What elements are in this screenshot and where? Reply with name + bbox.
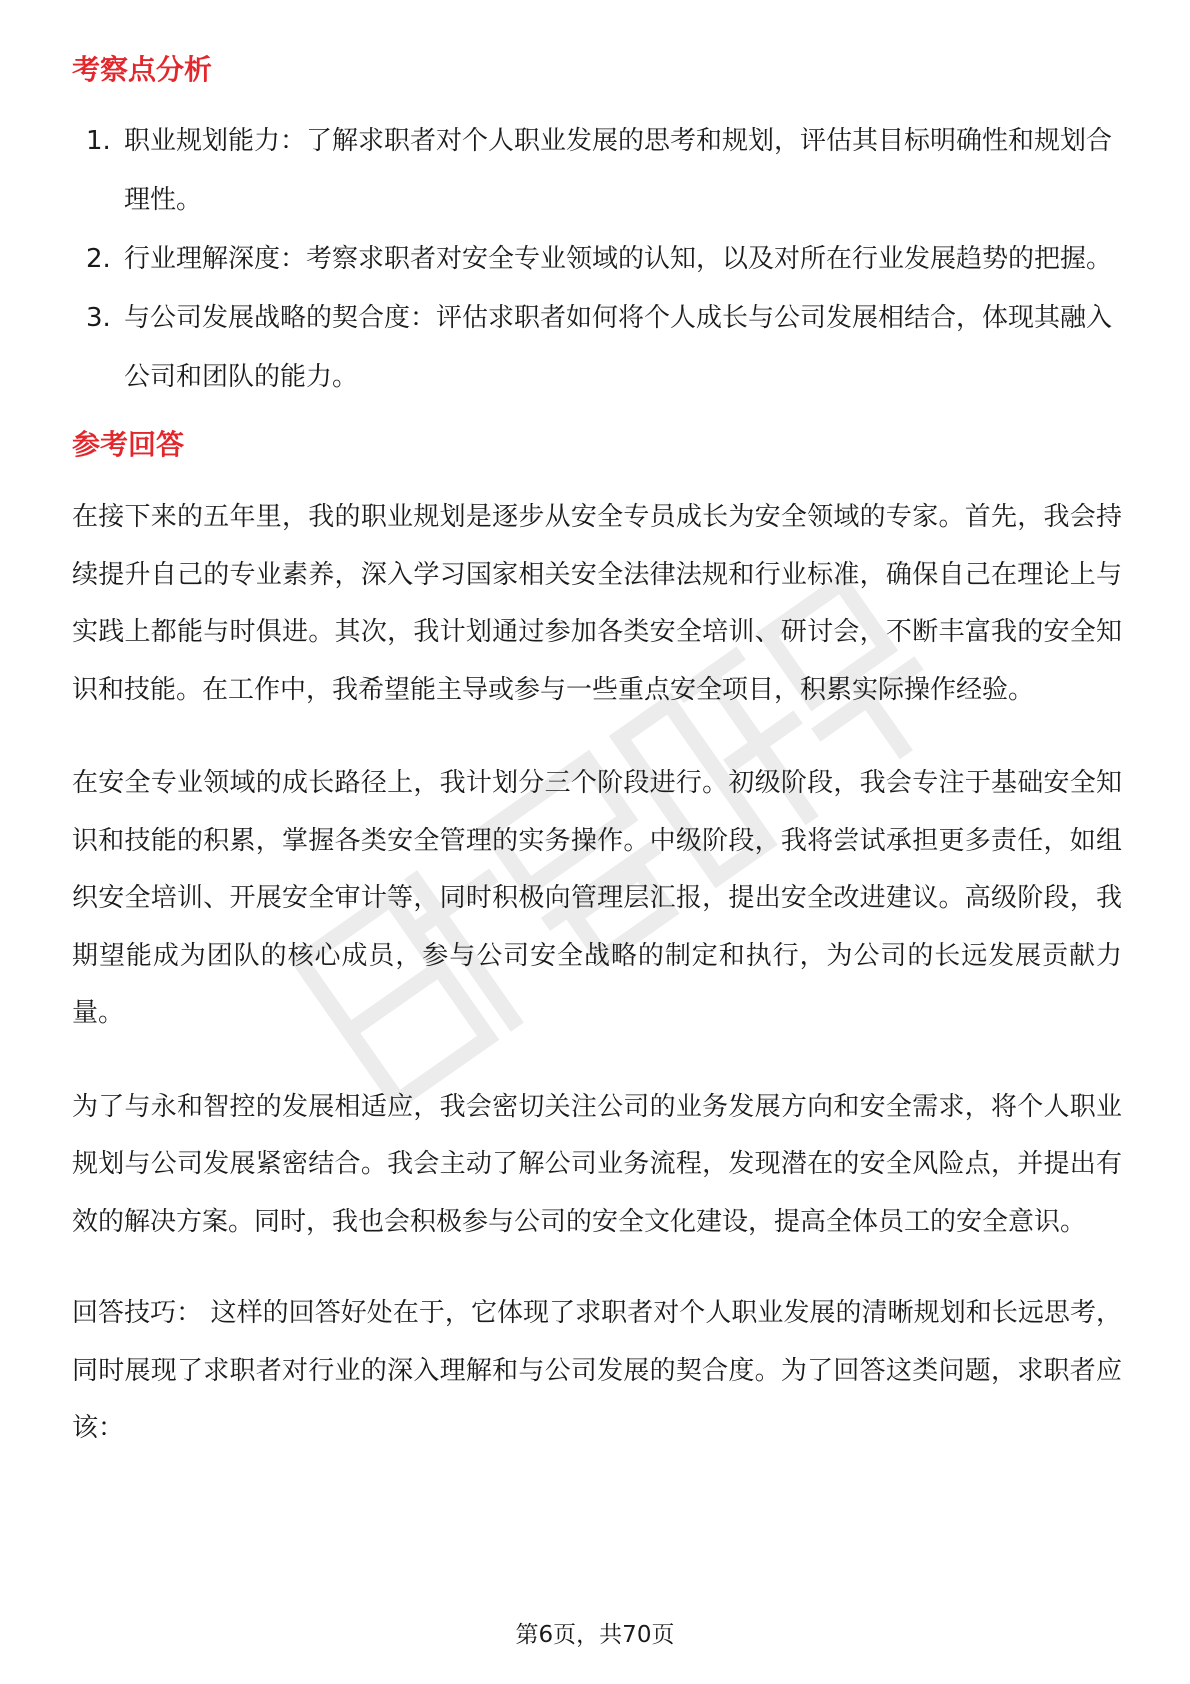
list-item (72, 112, 1122, 230)
answer-tips-paragraph: 回答技巧： 这样的回答好处在于，它体现了求职者对个人职业发展的清晰规划和长远思考，同时展现了求职者对行业的深入理解和与公司发展的契合度。为了回答这类问题，求职者应该： (72, 1298, 1122, 1443)
list-item-number: 3. (86, 303, 111, 333)
answer-paragraph: 在接下来的五年里，我的职业规划是逐步从安全专员成长为安全领域的专家。首先，我会持续提升自己的专业素养，深入学习国家相关安全法律法规和行业标准，确保自己在理论上与实践上都能与时俱进。其次，我计划通过参加各类安全培训、研讨会，不断丰富我的安全知识和技能。在工作中，我希望能主导或参与一些重点安全项目，积累实际操作经验。 (72, 502, 1122, 705)
page-number: 第6页，共70页 (515, 1622, 675, 1648)
list-item-number: 1. (86, 126, 111, 156)
list-item-number: 2. (86, 244, 111, 274)
analysis-heading: 考察点分析 (72, 53, 213, 86)
answer-heading: 参考回答 (72, 428, 185, 461)
answer-paragraph: 在安全专业领域的成长路径上，我计划分三个阶段进行。初级阶段，我会专注于基础安全知识和技能的积累，掌握各类安全管理的实务操作。中级阶段，我将尝试承担更多责任，如组织安全培训、开展安全审计等，同时积极向管理层汇报，提出安全改进建议。高级阶段，我期望能成为团队的核心成员，参与公司安全战略的制定和执行，为公司的长远发展贡献力量。 (72, 768, 1122, 1028)
list-item-text: 与公司发展战略的契合度：评估求职者如何将个人成长与公司发展相结合，体现其融入公司和团队的能力。 (124, 303, 1113, 392)
answer-paragraph: 为了与永和智控的发展相适应，我会密切关注公司的业务发展方向和安全需求，将个人职业规划与公司发展紧密结合。我会主动了解公司业务流程，发现潜在的安全风险点，并提出有效的解决方案。同时，我也会积极参与公司的安全文化建设，提高全体员工的安全意识。 (72, 1091, 1122, 1237)
list-item (72, 289, 1122, 407)
list-item-text: 职业规划能力：了解求职者对个人职业发展的思考和规划，评估其目标明确性和规划合理性。 (124, 126, 1113, 215)
document-page (72, 44, 1122, 1458)
list-item (72, 230, 1122, 289)
analysis-list (72, 112, 1122, 407)
list-item-text: 行业理解深度：考察求职者对安全专业领域的认知，以及对所在行业发展趋势的把握。 (124, 244, 1113, 274)
